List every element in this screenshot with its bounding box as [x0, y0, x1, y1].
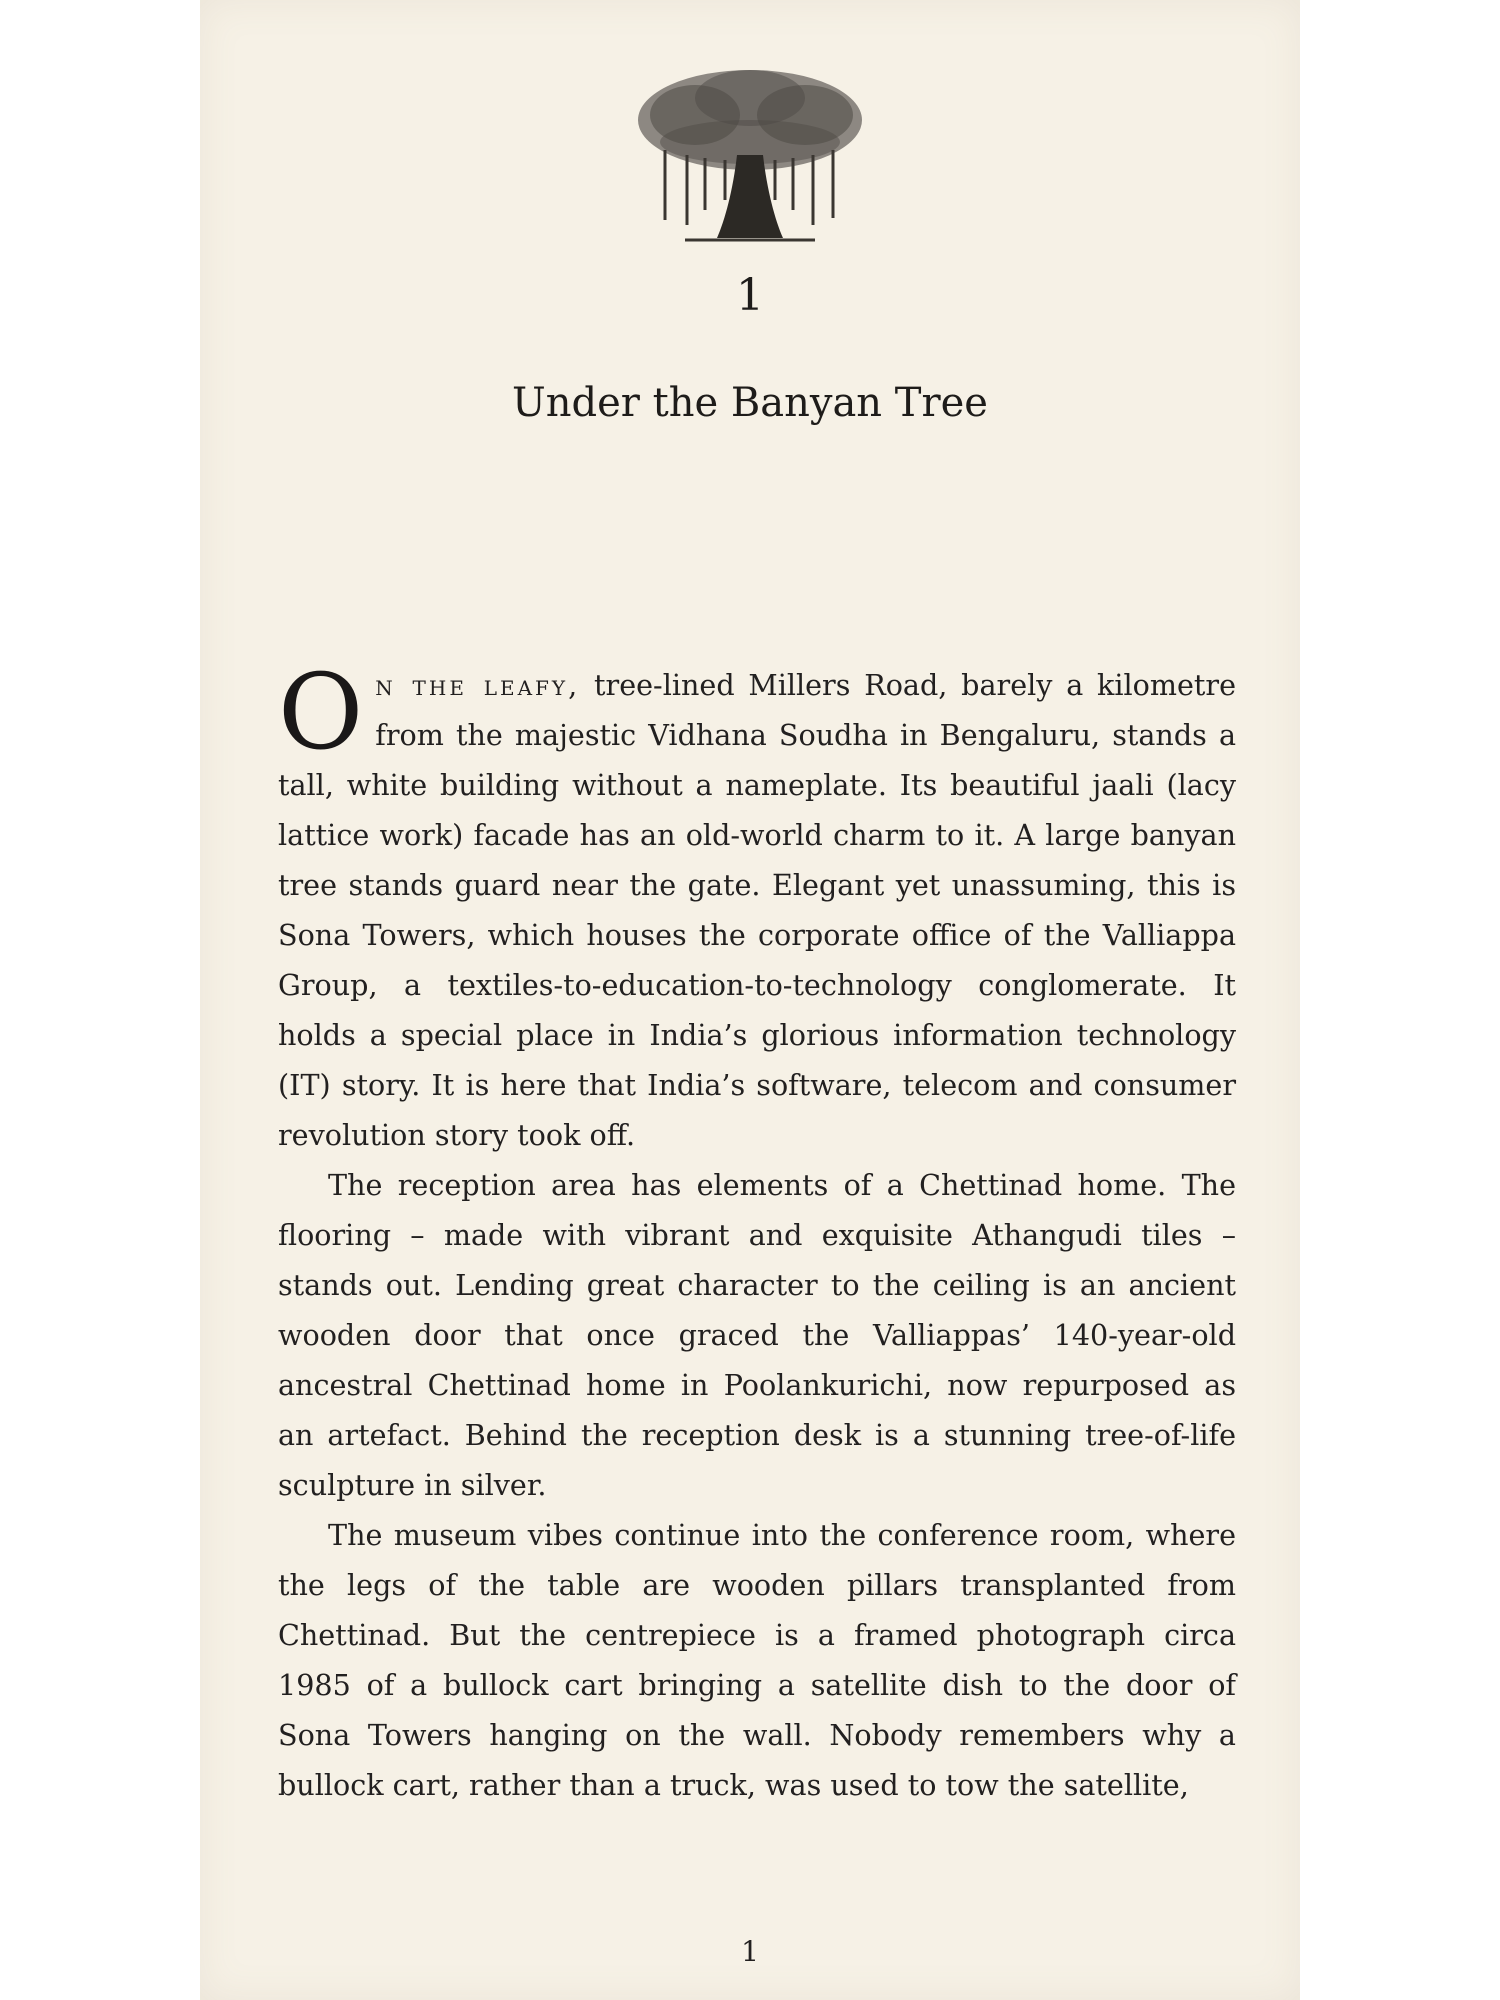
paragraph-3: The museum vibes continue into the conference room, where the legs of the table are wooden pillars transplanted from Chettinad. But the centrepiece is a framed photograph circa 1985 of a bullock cart bringing a satellite dish to the door of Sona Towers hanging on the wall. Nobody remembers why a bullock cart, rather than a truck, was used to tow the satellite,: [278, 1518, 1236, 1802]
opening-small-caps: n the leafy,: [375, 668, 581, 702]
chapter-title: Under the Banyan Tree: [512, 380, 988, 426]
paragraph-1: [278, 651, 1236, 1160]
banyan-tree-illustration: [625, 60, 875, 245]
paragraph-1-text: tree-lined Millers Road, barely a kilometre from the majestic Vidhana Soudha in Bengaluru, stands a tall, white building without a nameplate. Its beautiful jaali (lacy lattice work) facade has an old-world charm to it. A large banyan tree stands guard near the gate. Elegant yet unassuming, this is Sona Towers, which houses the corporate office of the Valliappa Group, a textiles-to-education-to-technology conglomerate. It holds a special place in India’s glorious information technology (IT) story. It is here that India’s software, telecom and consumer revolution story took off.: [278, 668, 1236, 1152]
drop-cap: O: [278, 651, 364, 773]
banyan-tree-icon: [625, 60, 875, 245]
body-text: [278, 651, 1236, 1810]
page-number: 1: [741, 1935, 759, 1968]
chapter-number: 1: [736, 270, 764, 321]
book-page: [200, 0, 1300, 2000]
paragraph-2: The reception area has elements of a Chettinad home. The flooring – made with vibrant and exquisite Athangudi tiles – stands out. Lending great character to the ceiling is an ancient wooden door that once graced the Valliappas’ 140-year-old ancestral Chettinad home in Poolankurichi, now repurposed as an artefact. Behind the reception desk is a stunning tree-of-life sculpture in silver.: [278, 1168, 1236, 1502]
